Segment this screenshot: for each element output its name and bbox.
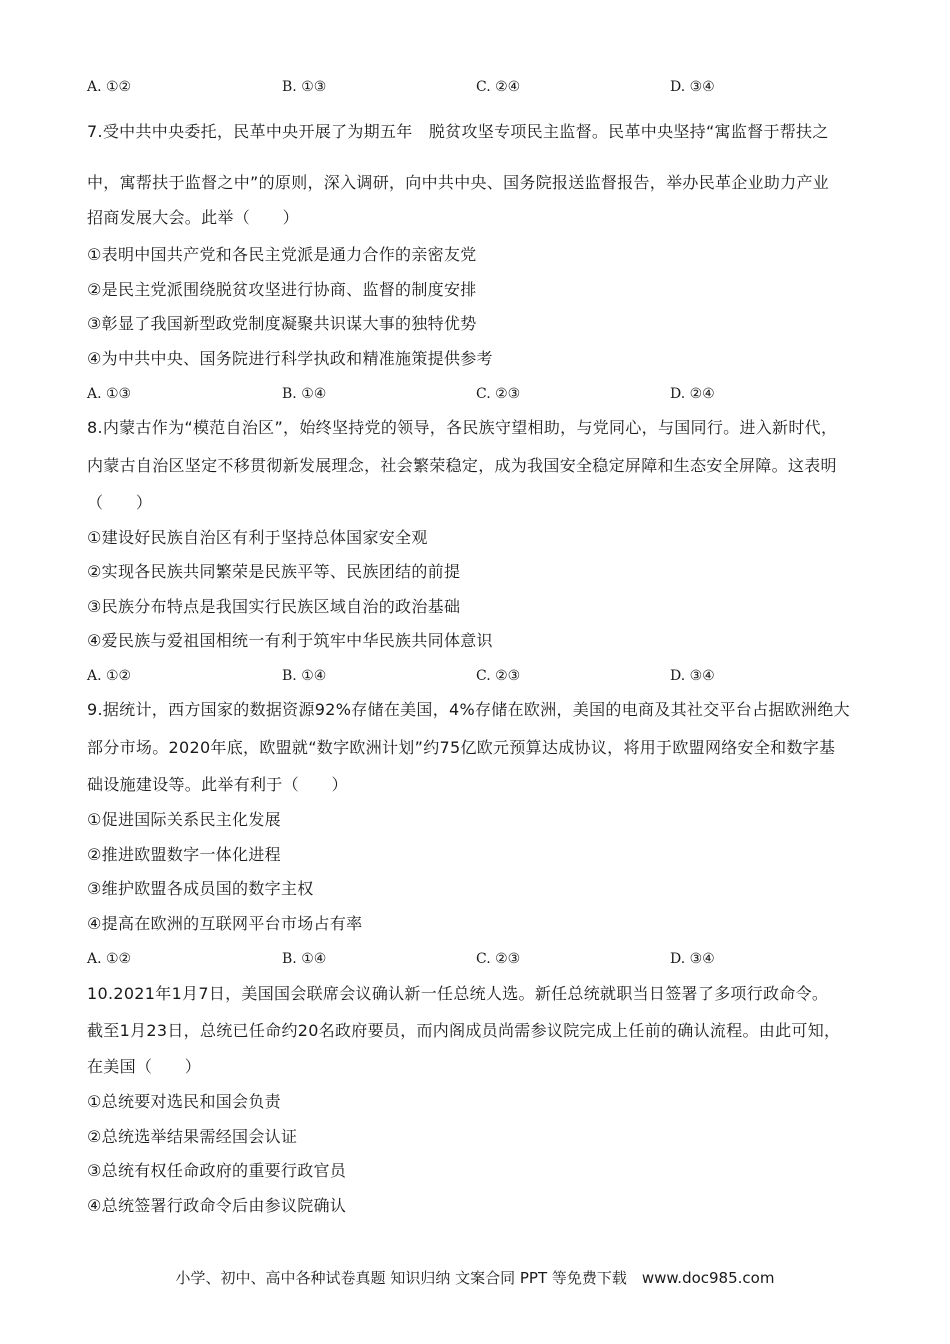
q9-stem-line-2: 部分市场。2020年底，欧盟就“数字欧洲计划”约75亿欧元预算达成协议，将用于欧盟网络安全和数字基: [87, 738, 836, 757]
q9-stem-line-3: 础设施建设等。此举有利于（ ）: [87, 775, 348, 794]
q10-statement-4: ④总统签署行政命令后由参议院确认: [87, 1196, 347, 1215]
q7-options: [0, 384, 950, 404]
q8-options: [0, 666, 950, 686]
q10-stem-line-3: 在美国（ ）: [87, 1057, 202, 1076]
q10-statement-1: ①总统要对选民和国会负责: [87, 1092, 281, 1111]
q9-option-c: C. ②③: [476, 951, 521, 967]
q9-option-b: B. ①④: [282, 951, 327, 967]
q9-option-d: D. ③④: [670, 951, 715, 967]
q6-options: [0, 77, 950, 97]
q8-stem-line-3: （ ）: [87, 493, 153, 512]
q9-statement-4: ④提高在欧洲的互联网平台市场占有率: [87, 914, 363, 933]
q7-option-a: A. ①③: [87, 386, 132, 402]
q7-stem-line-1: 7.受中共中央委托，民革中央开展了为期五年 脱贫攻坚专项民主监督。民革中央坚持“寓监督于帮扶之: [87, 122, 829, 141]
q9-option-a: A. ①②: [87, 951, 132, 967]
q8-stem-line-2: 内蒙古自治区坚定不移贯彻新发展理念，社会繁荣稳定，成为我国安全稳定屏障和生态安全屏障。这表明: [87, 456, 837, 475]
q8-stem-line-1: 8.内蒙古作为“模范自治区”，始终坚持党的领导，各民族守望相助，与党同心，与国同行。进入新时代，: [87, 418, 838, 437]
q8-option-b: B. ①④: [282, 668, 327, 684]
q8-statement-2: ②实现各民族共同繁荣是民族平等、民族团结的前提: [87, 562, 461, 581]
q6-option-a: A. ①②: [87, 79, 132, 95]
q10-statement-3: ③总统有权任命政府的重要行政官员: [87, 1161, 347, 1180]
q7-stem-line-2: 中，寓帮扶于监督之中”的原则，深入调研，向中共中央、国务院报送监督报告，举办民革企业助力产业: [87, 173, 830, 192]
q9-statement-3: ③维护欧盟各成员国的数字主权: [87, 879, 314, 898]
q9-statement-1: ①促进国际关系民主化发展: [87, 810, 281, 829]
q6-option-d: D. ③④: [670, 79, 715, 95]
q7-option-d: D. ②④: [670, 386, 715, 402]
q7-option-c: C. ②③: [476, 386, 521, 402]
footer-text: 小学、初中、高中各种试卷真题 知识归纳 文案合同 PPT 等免费下载 www.doc985.com: [175, 1269, 775, 1287]
q8-statement-4: ④爱民族与爱祖国相统一有利于筑牢中华民族共同体意识: [87, 631, 493, 650]
q7-option-b: B. ①④: [282, 386, 327, 402]
q9-stem-line-1: 9.据统计，西方国家的数据资源92%存储在美国，4%存储在欧洲，美国的电商及其社交平台占据欧洲绝大: [87, 700, 850, 719]
q7-stem-line-3: 招商发展大会。此举（ ）: [87, 208, 299, 227]
q9-options: [0, 949, 950, 969]
q8-statement-1: ①建设好民族自治区有利于坚持总体国家安全观: [87, 528, 428, 547]
q8-option-a: A. ①②: [87, 668, 132, 684]
q9-statement-2: ②推进欧盟数字一体化进程: [87, 845, 281, 864]
q7-statement-2: ②是民主党派围绕脱贫攻坚进行协商、监督的制度安排: [87, 280, 477, 299]
q8-option-c: C. ②③: [476, 668, 521, 684]
q10-statement-2: ②总统选举结果需经国会认证: [87, 1127, 298, 1146]
q6-option-b: B. ①③: [282, 79, 327, 95]
q10-stem-line-1: 10.2021年1月7日，美国国会联席会议确认新一任总统人选。新任总统就职当日签署了多项行政命令。: [87, 984, 829, 1003]
q10-stem-line-2: 截至1月23日，总统已任命约20名政府要员，而内阁成员尚需参议院完成上任前的确认流程。由此可知，: [87, 1021, 841, 1040]
q8-statement-3: ③民族分布特点是我国实行民族区域自治的政治基础: [87, 597, 461, 616]
q7-statement-4: ④为中共中央、国务院进行科学执政和精准施策提供参考: [87, 349, 493, 368]
q7-statement-3: ③彰显了我国新型政党制度凝聚共识谋大事的独特优势: [87, 314, 477, 333]
q6-option-c: C. ②④: [476, 79, 521, 95]
q7-statement-1: ①表明中国共产党和各民主党派是通力合作的亲密友党: [87, 245, 477, 264]
q8-option-d: D. ③④: [670, 668, 715, 684]
